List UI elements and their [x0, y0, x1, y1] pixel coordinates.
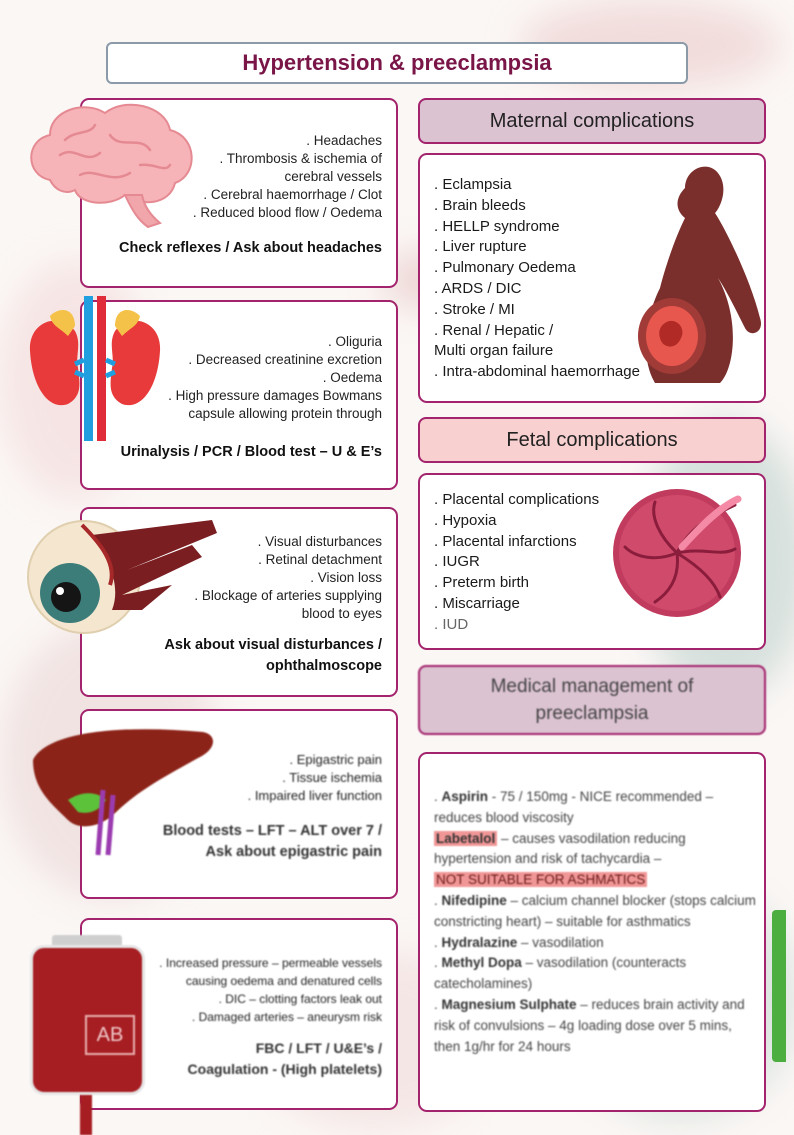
action-line: FBC / LFT / U&E’s /: [255, 1040, 382, 1056]
brain-action: [119, 238, 382, 259]
medical-management-list: [434, 787, 760, 1057]
effect-line: . Visual disturbances: [257, 534, 382, 549]
eye-effects: [194, 533, 382, 623]
effect-line: . Epigastric pain: [289, 752, 382, 767]
action-line: Urinalysis / PCR / Blood test – U & E’s: [120, 444, 382, 460]
list-item: . Miscarriage: [434, 594, 520, 612]
eye-action: [164, 635, 382, 677]
effect-line: . High pressure damages Bowmans: [168, 388, 382, 403]
list-item: . IUD: [434, 615, 469, 633]
effect-line: . DIC – clotting factors leak out: [218, 992, 382, 1006]
blood-bag-icon: [30, 935, 145, 1135]
effect-line: . Oliguria: [327, 334, 382, 349]
list-item: . Pulmonary Oedema: [434, 259, 576, 277]
pregnant-woman-icon: [630, 158, 780, 386]
list-item: . Hypoxia: [434, 511, 497, 529]
maternal-complications-header: Maternal complications: [418, 98, 766, 144]
drug-name: Aspirin: [441, 789, 489, 804]
drug-name: Hydralazine: [441, 934, 518, 950]
list-item: . HELLP syndrome: [434, 217, 560, 235]
drug-item: . Methyl Dopa – vasodilation (counteracts catecholamines): [434, 955, 687, 992]
header-line: Medical management of: [490, 676, 694, 697]
list-item: . Preterm birth: [434, 574, 530, 592]
drug-description: – reduces brain activity and risk of convulsions – 4g loading dose over 5 mins, then 1g/hr for 24 hours: [434, 996, 745, 1054]
drug-item: [434, 829, 760, 891]
drug-name: Labetalol: [436, 830, 496, 846]
action-line: ophthalmoscope: [265, 658, 382, 674]
drug-name: Nifedipine: [441, 892, 507, 908]
list-item: . IUGR: [434, 553, 480, 571]
effect-line: cerebral vessels: [284, 169, 382, 184]
eye-icon: [22, 515, 222, 640]
drug-item: . Aspirin - 75 / 150mg - NICE recommended – reduces blood viscosity: [434, 789, 714, 825]
brain-icon: [20, 95, 200, 230]
list-item: . Placental infarctions: [434, 532, 577, 550]
list-item: . Placental complications: [434, 491, 600, 508]
list-item: . Intra-abdominal haemorrhage: [434, 363, 640, 381]
effect-line: . Oedema: [322, 370, 382, 385]
list-item: . Renal / Hepatic /: [434, 321, 554, 339]
fetal-complications-header: Fetal complications: [418, 417, 766, 463]
blood-bag-label: AB: [85, 1015, 135, 1055]
effect-line: . Decreased creatinine excretion: [188, 352, 382, 367]
action-line: Blood tests – LFT – ALT over 7 /: [162, 823, 382, 839]
drug-name: Magnesium Sulphate: [441, 996, 577, 1012]
effect-line: . Blockage of arteries supplying: [194, 588, 382, 603]
action-line: Ask about epigastric pain: [205, 844, 382, 860]
effect-line: . Thrombosis & ischemia of: [219, 151, 382, 166]
drug-name: Methyl Dopa: [441, 955, 522, 971]
kidney-action: [121, 442, 382, 463]
kidney-effects: [168, 333, 382, 423]
drug-item: . Magnesium Sulphate – reduces brain activity and risk of convulsions – 4g loading dose over 5 mins, then 1g/hr for 24 hours: [434, 996, 745, 1054]
list-item: . Stroke / MI: [434, 300, 515, 318]
list-item: . Liver rupture: [434, 238, 527, 256]
action-line: Check reflexes / Ask about headaches: [119, 240, 382, 256]
drug-description: - 75 / 150mg - NICE recommended – reduces blood viscosity: [434, 789, 714, 825]
blood-action: [188, 1038, 382, 1080]
kidney-icon: [20, 296, 170, 441]
brain-effects: [193, 132, 382, 222]
effect-line: . Tissue ischemia: [282, 770, 382, 785]
effect-line: . Retinal detachment: [258, 552, 382, 567]
effect-line: . Vision loss: [310, 570, 382, 585]
liver-effects: [248, 751, 382, 805]
fetal-complications-list: [434, 490, 599, 636]
list-item: . Brain bleeds: [434, 196, 526, 214]
action-line: Coagulation - (High platelets): [187, 1061, 382, 1077]
list-item: Multi organ failure: [434, 342, 554, 360]
effect-line: . Reduced blood flow / Oedema: [192, 205, 382, 220]
blood-effects: [159, 954, 382, 1026]
drug-description: – calcium channel blocker (stops calcium constricting heart) – suitable for asthmatics: [434, 892, 756, 929]
effect-line: capsule allowing protein through: [188, 406, 382, 421]
placenta-icon: [610, 487, 745, 619]
medical-management-header: [418, 665, 766, 735]
effect-line: . Impaired liver function: [247, 788, 382, 803]
effect-line: . Increased pressure – permeable vessels: [159, 956, 382, 970]
drug-description: – vasodilation: [517, 934, 604, 950]
list-item: . Eclampsia: [434, 176, 512, 193]
page-title: Hypertension & preeclampsia: [106, 42, 688, 84]
liver-icon: [28, 720, 218, 860]
action-line: Ask about visual disturbances /: [164, 637, 382, 653]
side-tab: [772, 910, 786, 1062]
effect-line: blood to eyes: [301, 606, 382, 621]
drug-item: . Hydralazine – vasodilation: [434, 934, 604, 950]
header-line: preeclampsia: [535, 703, 649, 724]
drug-description: – causes vasodilation reducing hypertension and risk of tachycardia –: [434, 830, 686, 867]
drug-item: . Nifedipine – calcium channel blocker (stops calcium constricting heart) – suitable for asthmatics: [434, 892, 756, 929]
effect-line: . Cerebral haemorrhage / Clot: [203, 187, 382, 202]
effect-line: . Damaged arteries – aneurysm risk: [191, 1010, 382, 1024]
maternal-complications-list: [434, 175, 640, 383]
drug-description: – vasodilation (counteracts catecholamines): [434, 955, 687, 992]
effect-line: . Headaches: [306, 133, 382, 148]
warning-label: NOT SUITABLE FOR ASHMATICS: [436, 872, 646, 888]
effect-line: causing oedema and denatured cells: [185, 974, 382, 988]
list-item: . ARDS / DIC: [434, 279, 522, 297]
